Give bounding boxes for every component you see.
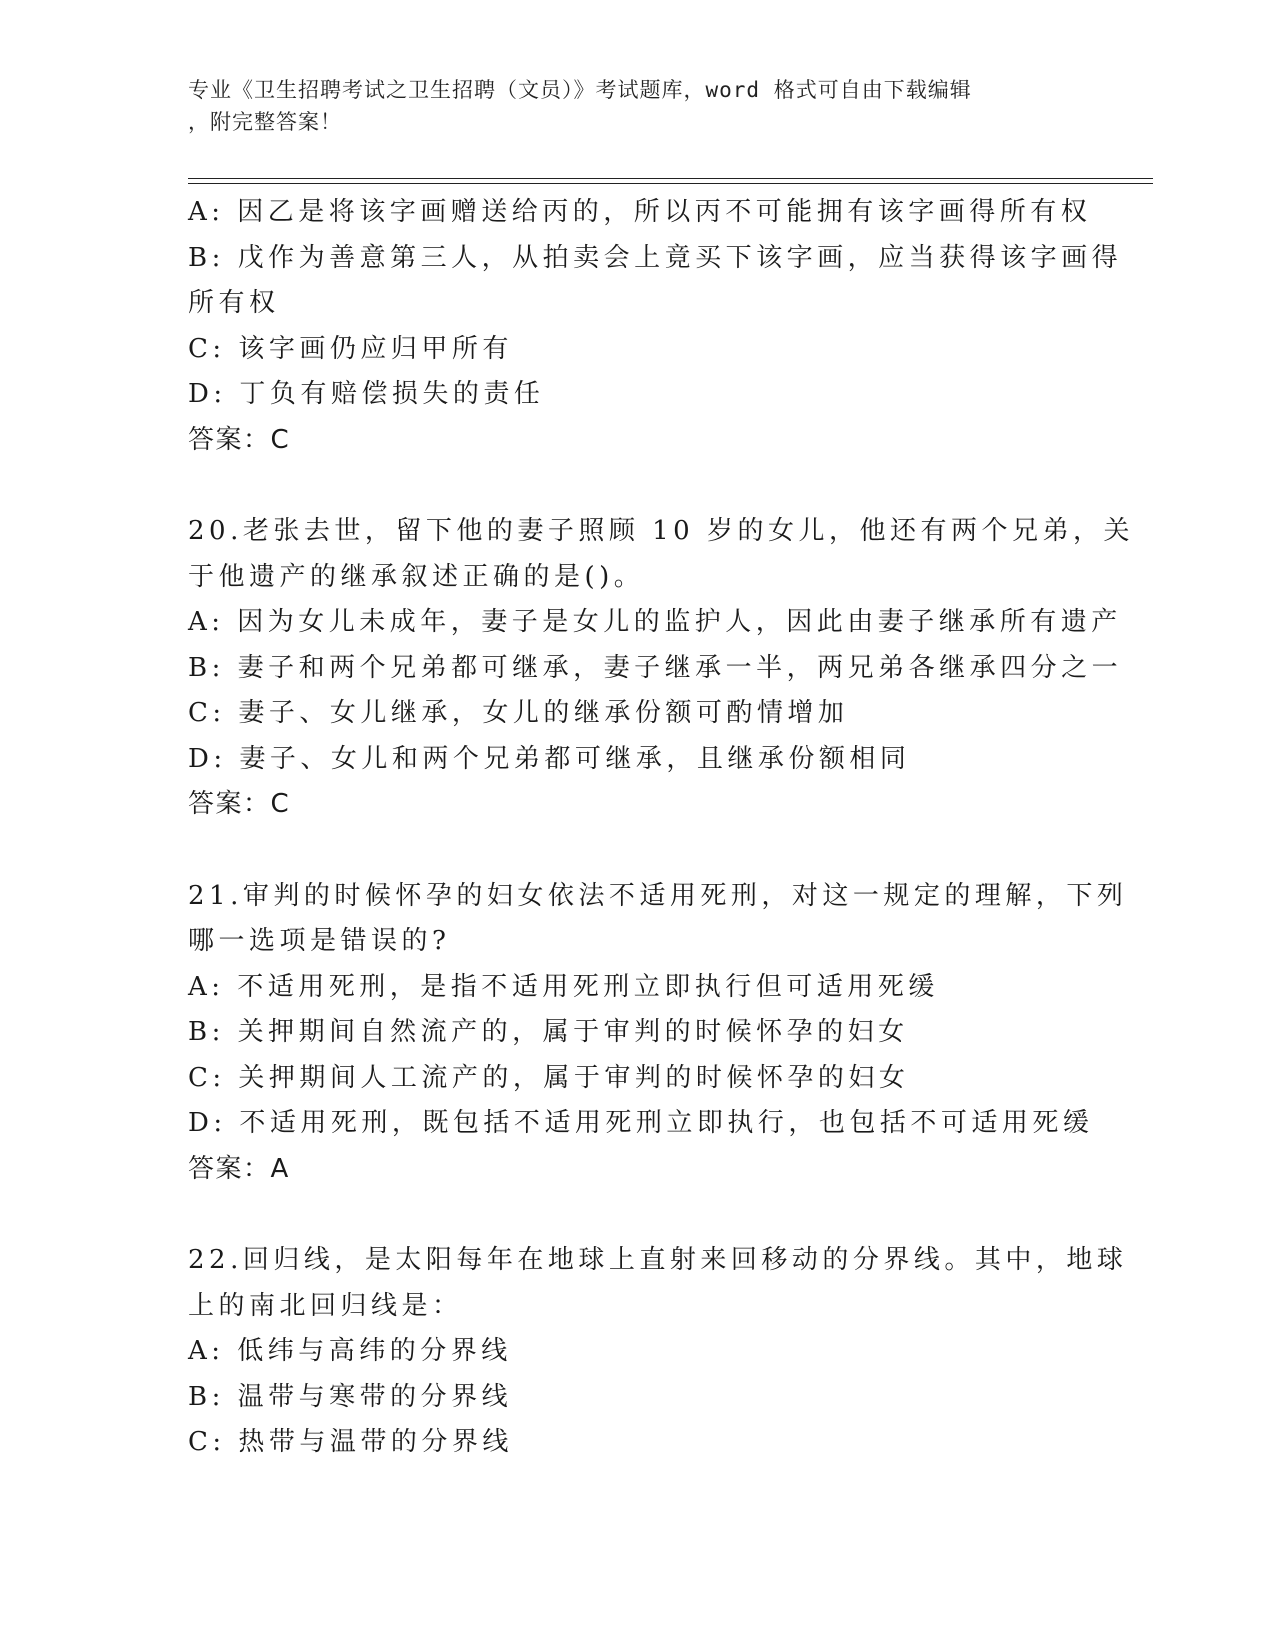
- option-a: A: 低纬与高纬的分界线: [188, 1336, 512, 1366]
- question-spacer: [188, 828, 1088, 874]
- question-stem: 22.回归线，是太阳每年在地球上直射来回移动的分界线。其中，地球: [188, 1245, 1128, 1275]
- answer: 答案：A: [188, 1153, 290, 1184]
- question-stem-cont: 于他遗产的继承叙述正确的是()。: [188, 561, 645, 592]
- question-22: [188, 1238, 1128, 1466]
- option-a: A: 不适用死刑，是指不适用死刑立即执行但可适用死缓: [188, 971, 939, 1002]
- option-d: D: 不适用死刑，既包括不适用死刑立即执行，也包括不可适用死缓: [188, 1108, 1094, 1138]
- question-stem: 21.审判的时候怀孕的妇女依法不适用死刑，对这一规定的理解，下列: [188, 880, 1128, 911]
- answer: 答案：C: [188, 424, 291, 455]
- question-20: [188, 509, 1134, 828]
- option-c: C: 热带与温带的分界线: [188, 1427, 513, 1457]
- option-b: B: 温带与寒带的分界线: [188, 1381, 513, 1412]
- question-list: [188, 190, 1134, 1466]
- question-stem-cont: 上的南北回归线是：: [188, 1290, 463, 1321]
- header-line-2: ，附完整答案！: [188, 110, 342, 134]
- option-d: D: 丁负有赔偿损失的责任: [188, 379, 545, 409]
- question-stem-cont: 哪一选项是错误的?: [188, 926, 451, 956]
- question-spacer: [188, 463, 1088, 509]
- question-21: [188, 874, 1128, 1193]
- header-rule-bottom: [188, 183, 1153, 184]
- header-line-1: 专业《卫生招聘考试之卫生招聘（文员）》考试题库，word 格式可自由下载编辑: [188, 78, 972, 102]
- question-stem: 20.老张去世，留下他的妻子照顾 10 岁的女儿，他还有两个兄弟，关: [188, 516, 1134, 546]
- option-b: B: 妻子和两个兄弟都可继承，妻子继承一半，两兄弟各继承四分之一: [188, 652, 1123, 683]
- option-c: C: 妻子、女儿继承，女儿的继承份额可酌情增加: [188, 698, 849, 728]
- option-c: C: 关押期间人工流产的，属于审判的时候怀孕的妇女: [188, 1062, 910, 1093]
- page-header: [188, 74, 1068, 138]
- option-d: D: 妻子、女儿和两个兄弟都可继承，且继承份额相同: [188, 743, 911, 774]
- answer: 答案：C: [188, 789, 291, 819]
- option-b: B: 关押期间自然流产的，属于审判的时候怀孕的妇女: [188, 1017, 909, 1047]
- option-a: A: 因为女儿未成年，妻子是女儿的监护人，因此由妻子继承所有遗产: [188, 607, 1122, 637]
- option-c: C: 该字画仍应归甲所有: [188, 333, 513, 364]
- question-spacer: [188, 1192, 1088, 1238]
- option-b-cont: 所有权: [188, 288, 280, 318]
- header-rule-top: [188, 178, 1153, 179]
- option-b: B: 戊作为善意第三人，从拍卖会上竟买下该字画，应当获得该字画得: [188, 242, 1123, 273]
- question-19-continued: [188, 190, 1123, 463]
- option-a: A: 因乙是将该字画赠送给丙的，所以丙不可能拥有该字画得所有权: [188, 197, 1092, 227]
